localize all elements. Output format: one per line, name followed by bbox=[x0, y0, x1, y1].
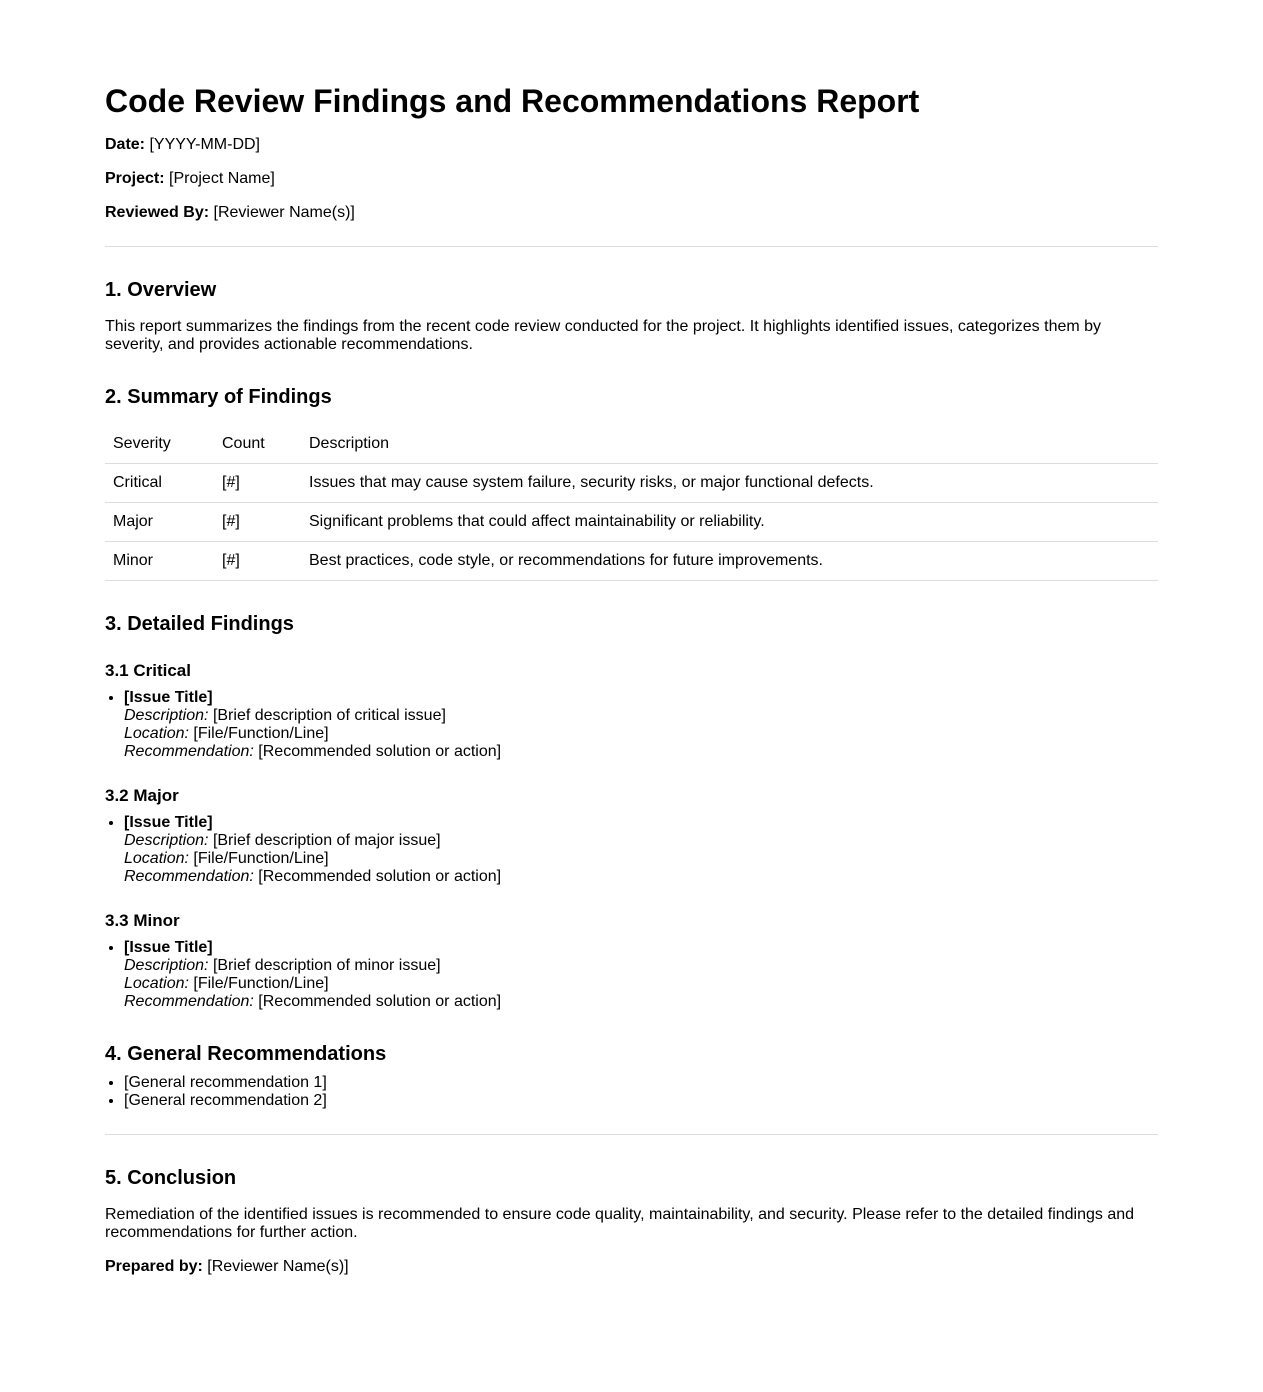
meta-label: Project: bbox=[105, 170, 165, 187]
general-recommendations-heading: 4. General Recommendations bbox=[105, 1043, 387, 1065]
conclusion-text: Remediation of the identified issues is recommended to ensure code quality, maintainability, and security. Please refer to the detailed findings and recommendations for further action. bbox=[105, 1206, 1135, 1241]
page-title: Code Review Findings and Recommendations Report bbox=[105, 83, 920, 119]
critical-heading: 3.1 Critical bbox=[105, 661, 191, 680]
major-heading: 3.2 Major bbox=[105, 786, 179, 805]
overview-heading: 1. Overview bbox=[105, 279, 217, 301]
summary-table bbox=[105, 425, 1158, 581]
table-row bbox=[105, 503, 1158, 542]
description-value: [Brief description of critical issue] bbox=[212, 707, 446, 724]
location-value: [File/Function/Line] bbox=[193, 725, 329, 742]
list-item bbox=[124, 939, 1158, 1011]
recommendation-value: [Recommended solution or action] bbox=[258, 743, 502, 760]
general-recommendations-list bbox=[105, 1074, 1158, 1110]
description-label: Description: bbox=[124, 832, 209, 849]
major-issue-list bbox=[105, 814, 1158, 886]
recommendation-label: Recommendation: bbox=[124, 743, 254, 760]
severity-cell: Critical bbox=[105, 464, 214, 503]
count-cell: [#] bbox=[214, 464, 301, 503]
issue-title: [Issue Title] bbox=[124, 939, 213, 956]
location-label: Location: bbox=[124, 725, 189, 742]
description-label: Description: bbox=[124, 707, 209, 724]
meta-label: Reviewed By: bbox=[105, 204, 210, 221]
list-item bbox=[124, 689, 1158, 761]
issue-title: [Issue Title] bbox=[124, 814, 213, 831]
meta-label: Date: bbox=[105, 136, 146, 153]
prepared-by bbox=[105, 1258, 1158, 1276]
recommendation-value: [Recommended solution or action] bbox=[258, 993, 502, 1010]
recommendation-label: Recommendation: bbox=[124, 868, 254, 885]
recommendation-label: Recommendation: bbox=[124, 993, 254, 1010]
location-label: Location: bbox=[124, 850, 189, 867]
critical-issue-list bbox=[105, 689, 1158, 761]
column-header-severity: Severity bbox=[105, 425, 214, 464]
severity-cell: Major bbox=[105, 503, 214, 542]
meta-value: [YYYY-MM-DD] bbox=[149, 136, 260, 153]
table-row bbox=[105, 464, 1158, 503]
meta-value: [Reviewer Name(s)] bbox=[213, 204, 355, 221]
meta-value: [Project Name] bbox=[169, 170, 275, 187]
recommendation-value: [Recommended solution or action] bbox=[258, 868, 502, 885]
description-value: [Brief description of major issue] bbox=[212, 832, 441, 849]
meta-project bbox=[105, 170, 1158, 188]
description-value: [Brief description of minor issue] bbox=[212, 957, 441, 974]
description-cell: Best practices, code style, or recommendations for future improvements. bbox=[301, 542, 1158, 581]
description-cell: Issues that may cause system failure, security risks, or major functional defects. bbox=[301, 464, 1158, 503]
table-row bbox=[105, 542, 1158, 581]
minor-heading: 3.3 Minor bbox=[105, 911, 180, 930]
conclusion-heading: 5. Conclusion bbox=[105, 1167, 237, 1189]
prepared-by-label: Prepared by: bbox=[105, 1258, 203, 1275]
table-header-row bbox=[105, 425, 1158, 464]
report-meta bbox=[105, 136, 1158, 222]
location-label: Location: bbox=[124, 975, 189, 992]
column-header-description: Description bbox=[301, 425, 1158, 464]
location-value: [File/Function/Line] bbox=[193, 850, 329, 867]
summary-heading: 2. Summary of Findings bbox=[105, 386, 332, 408]
list-item bbox=[124, 814, 1158, 886]
overview-text: This report summarizes the findings from the recent code review conducted for the project. It highlights identified issues, categorizes them by severity, and provides actionable recommendations. bbox=[105, 318, 1102, 353]
location-value: [File/Function/Line] bbox=[193, 975, 329, 992]
divider bbox=[105, 1134, 1158, 1135]
meta-date bbox=[105, 136, 1158, 154]
list-item: • [General recommendation 1] bbox=[124, 1074, 1158, 1092]
list-item: • [General recommendation 2] bbox=[124, 1092, 1158, 1110]
count-cell: [#] bbox=[214, 542, 301, 581]
severity-cell: Minor bbox=[105, 542, 214, 581]
detailed-heading: 3. Detailed Findings bbox=[105, 613, 294, 635]
prepared-by-value: [Reviewer Name(s)] bbox=[207, 1258, 349, 1275]
meta-reviewed-by bbox=[105, 204, 1158, 222]
column-header-count: Count bbox=[214, 425, 301, 464]
description-label: Description: bbox=[124, 957, 209, 974]
issue-title: [Issue Title] bbox=[124, 689, 213, 706]
divider bbox=[105, 246, 1158, 247]
minor-issue-list bbox=[105, 939, 1158, 1011]
count-cell: [#] bbox=[214, 503, 301, 542]
description-cell: Significant problems that could affect maintainability or reliability. bbox=[301, 503, 1158, 542]
